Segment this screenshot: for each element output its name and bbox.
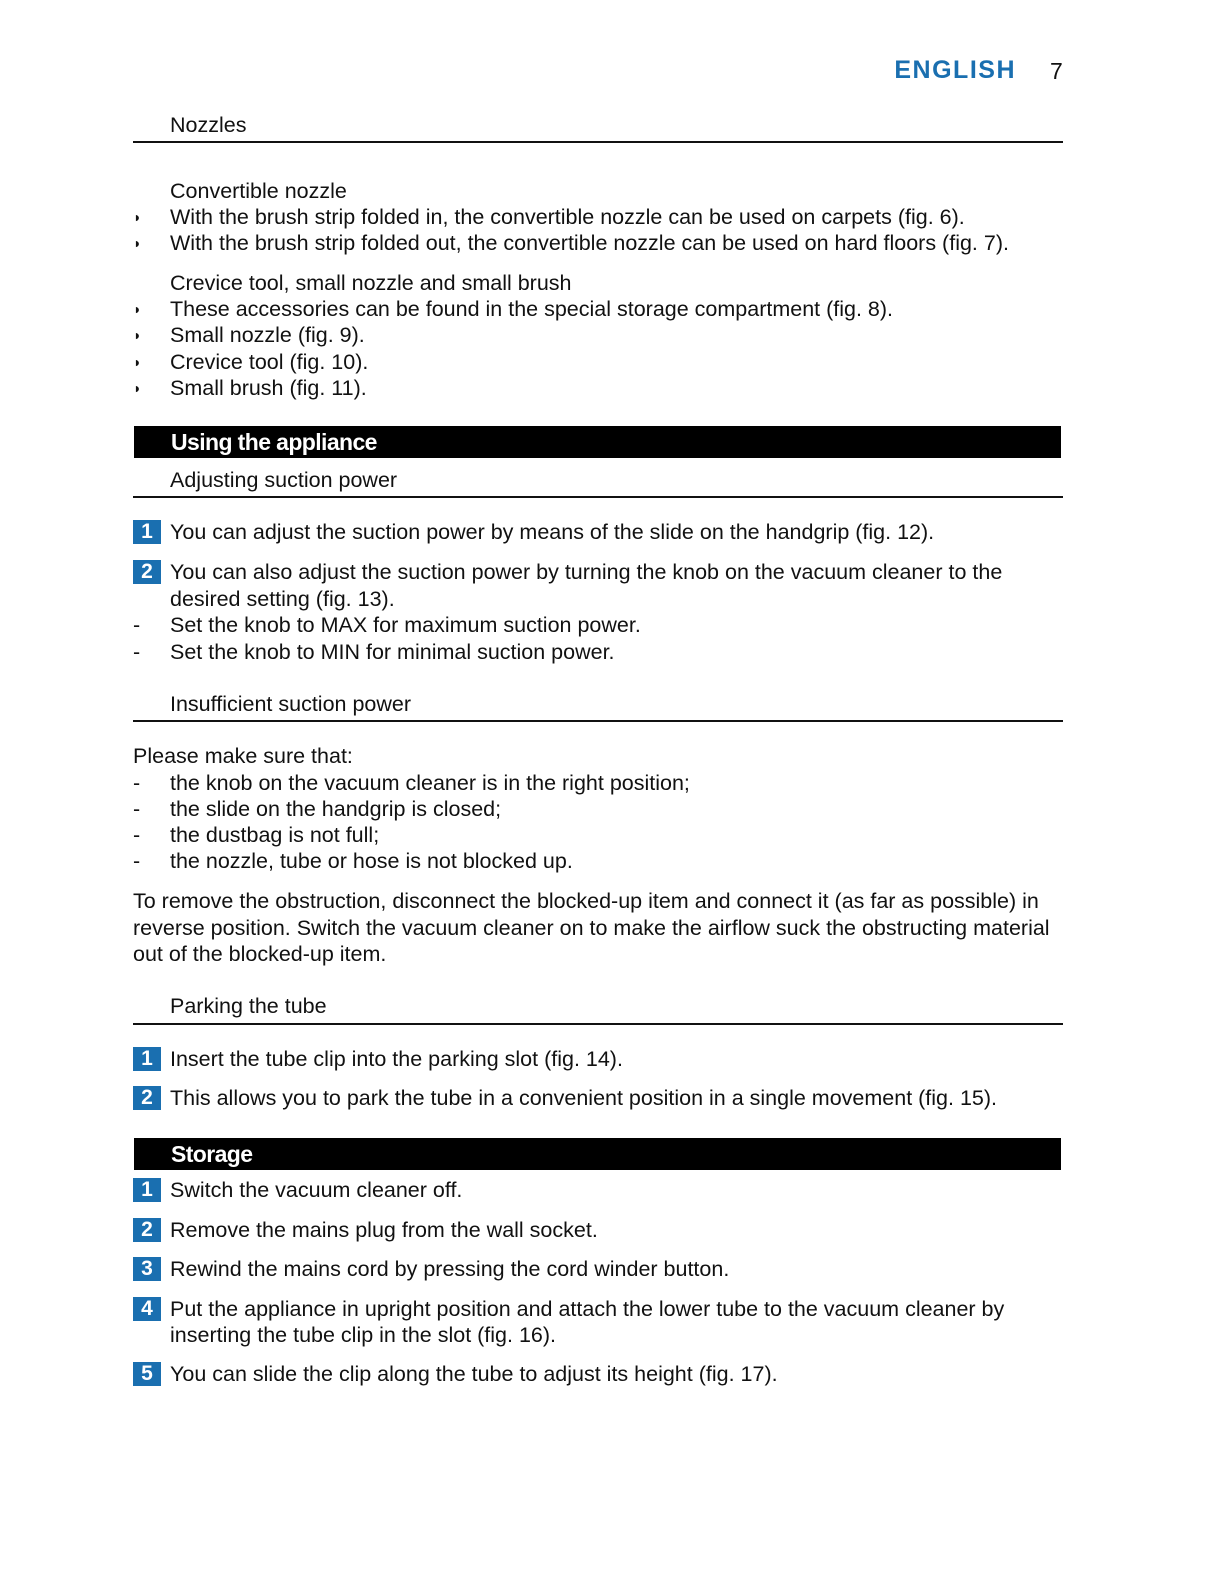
list-item: With the brush strip folded in, the convertible nozzle can be used on carpets (fig. 6).: [170, 205, 965, 229]
bullet-icon: ◗: [133, 209, 142, 225]
section-rule: [133, 720, 1063, 722]
step-text: This allows you to park the tube in a convenient position in a single movement (fig. 15).: [170, 1086, 998, 1110]
step-number-badge: 5: [133, 1362, 161, 1386]
list-item: the nozzle, tube or hose is not blocked up.: [170, 849, 573, 873]
step-text: You can adjust the suction power by means of the slide on the handgrip (fig. 12).: [170, 520, 935, 544]
section-title: Storage: [171, 1141, 253, 1167]
dash-marker: -: [133, 823, 141, 847]
list-item: With the brush strip folded out, the convertible nozzle can be used on hard floors (fig. 7).: [170, 231, 1009, 255]
bullet-icon: ◗: [133, 327, 142, 343]
list-item: Small brush (fig. 11).: [170, 376, 367, 400]
list-item: Crevice tool (fig. 10).: [170, 350, 369, 374]
section-title: Using the appliance: [171, 429, 377, 455]
step-text: Rewind the mains cord by pressing the cord winder button.: [170, 1257, 730, 1281]
section-bar-using-appliance: [134, 426, 1061, 458]
step-number-badge: 1: [133, 1047, 161, 1071]
paragraph-line: reverse position. Switch the vacuum cleaner on to make the airflow suck the obstructing material: [133, 916, 1050, 940]
step-text: You can also adjust the suction power by turning the knob on the vacuum cleaner to the: [170, 560, 1003, 584]
step-number-badge: 1: [133, 520, 161, 544]
subheading-crevice-tool: Crevice tool, small nozzle and small brush: [170, 271, 572, 295]
list-item: These accessories can be found in the special storage compartment (fig. 8).: [170, 297, 894, 321]
step-number-badge: 4: [133, 1297, 161, 1321]
step-number-badge: 2: [133, 1086, 161, 1110]
section-rule: [133, 496, 1063, 498]
subheading-convertible-nozzle: Convertible nozzle: [170, 179, 347, 203]
list-item: Small nozzle (fig. 9).: [170, 323, 365, 347]
step-text: You can slide the clip along the tube to adjust its height (fig. 17).: [170, 1362, 778, 1386]
section-heading-nozzles: Nozzles: [170, 113, 247, 137]
section-heading-parking: Parking the tube: [170, 994, 327, 1018]
language-label: ENGLISH: [894, 56, 1016, 84]
list-item: Set the knob to MAX for maximum suction power.: [170, 613, 641, 637]
section-rule: [133, 1023, 1063, 1025]
step-number-badge: 2: [133, 1218, 161, 1242]
step-text: Put the appliance in upright position and attach the lower tube to the vacuum cleaner by: [170, 1297, 1005, 1321]
step-text-continued: desired setting (fig. 13).: [170, 587, 395, 611]
section-rule: [133, 141, 1063, 143]
list-item: the slide on the handgrip is closed;: [170, 797, 502, 821]
list-item: the dustbag is not full;: [170, 823, 380, 847]
bullet-icon: ◗: [133, 301, 142, 317]
step-text: Insert the tube clip into the parking slot (fig. 14).: [170, 1047, 623, 1071]
step-number-badge: 2: [133, 560, 161, 584]
paragraph-line: out of the blocked-up item.: [133, 942, 387, 966]
section-heading-insufficient: Insufficient suction power: [170, 692, 412, 716]
section-bar-storage: [134, 1138, 1061, 1170]
list-item: Set the knob to MIN for minimal suction power.: [170, 640, 615, 664]
step-text: Switch the vacuum cleaner off.: [170, 1178, 463, 1202]
intro-text: Please make sure that:: [133, 744, 353, 768]
dash-marker: -: [133, 797, 141, 821]
page-number: 7: [1050, 58, 1063, 84]
step-number-badge: 3: [133, 1257, 161, 1281]
section-heading-adjusting: Adjusting suction power: [170, 468, 398, 492]
dash-marker: -: [133, 640, 141, 664]
paragraph-line: To remove the obstruction, disconnect the blocked-up item and connect it (as far as possible) in: [133, 889, 1039, 913]
list-item: the knob on the vacuum cleaner is in the right position;: [170, 771, 690, 795]
step-number-badge: 1: [133, 1178, 161, 1202]
bullet-icon: ◗: [133, 354, 142, 370]
step-text: Remove the mains plug from the wall socket.: [170, 1218, 598, 1242]
dash-marker: -: [133, 613, 141, 637]
dash-marker: -: [133, 771, 141, 795]
dash-marker: -: [133, 849, 141, 873]
bullet-icon: ◗: [133, 235, 142, 251]
step-text-continued: inserting the tube clip in the slot (fig. 16).: [170, 1323, 557, 1347]
bullet-icon: ◗: [133, 380, 142, 396]
